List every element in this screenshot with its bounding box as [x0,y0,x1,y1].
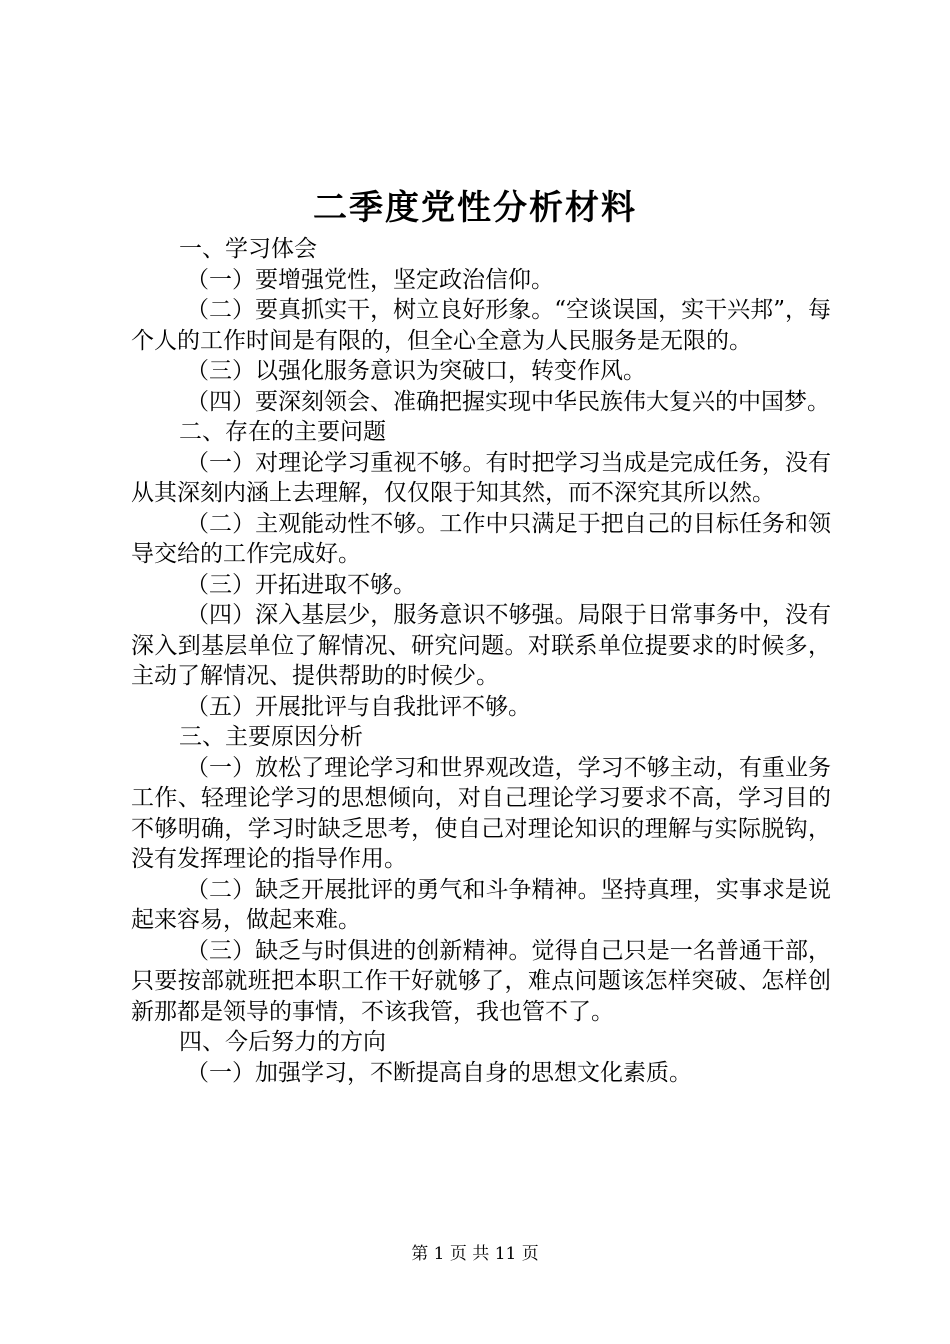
paragraph: （二）缺乏开展批评的勇气和斗争精神。坚持真理，实事求是说起来容易，做起来难。 [131,876,831,933]
section-heading: 三、主要原因分析 [179,724,363,750]
paragraph: （五）开展批评与自我批评不够。 [186,693,531,720]
paragraph: （四）要深刻领会、准确把握实现中华民族伟大复兴的中国梦。 [186,388,830,415]
paragraph: （一）加强学习，不断提高自身的思想文化素质。 [186,1059,692,1086]
paragraph: （二）主观能动性不够。工作中只满足于把自己的目标任务和领导交给的工作完成好。 [131,510,831,567]
paragraph: （四）深入基层少，服务意识不够强。局限于日常事务中，没有深入到基层单位了解情况、研究问题。对联系单位提要求的时候多，主动了解情况、提供帮助的时候少。 [131,602,831,689]
paragraph: （一）放松了理论学习和世界观改造，学习不够主动，有重业务工作、轻理论学习的思想倾向，对自己理论学习要求不高，学习目的不够明确，学习时缺乏思考，使自己对理论知识的理解与实际脱钩，没有发挥理论的指导作用。 [131,754,831,872]
paragraph: （三）开拓进取不够。 [186,571,416,598]
section-heading: 四、今后努力的方向 [179,1029,386,1055]
document-body [131,234,831,1088]
paragraph: （一）要增强党性，坚定政治信仰。 [186,266,554,293]
paragraph: （二）要真抓实干，树立良好形象。“空谈误国，实干兴邦”，每个人的工作时间是有限的，但全心全意为人民服务是无限的。 [131,297,831,354]
page-footer: 第 1 页 共 11 页 [411,1244,539,1264]
paragraph: （三）以强化服务意识为突破口，转变作风。 [186,358,646,384]
section-heading: 二、存在的主要问题 [179,419,386,445]
paragraph: （三）缺乏与时俱进的创新精神。觉得自己只是一名普通干部，只要按部就班把本职工作干好就够了，难点问题该怎样突破、怎样创新那都是领导的事情，不该我管，我也管不了。 [131,937,831,1025]
paragraph: （一）对理论学习重视不够。有时把学习当成是完成任务，没有从其深刻内涵上去理解，仅仅限于知其然，而不深究其所以然。 [131,449,831,506]
section-heading: 一、学习体会 [179,236,317,262]
document-title: 二季度党性分析材料 [313,188,637,228]
